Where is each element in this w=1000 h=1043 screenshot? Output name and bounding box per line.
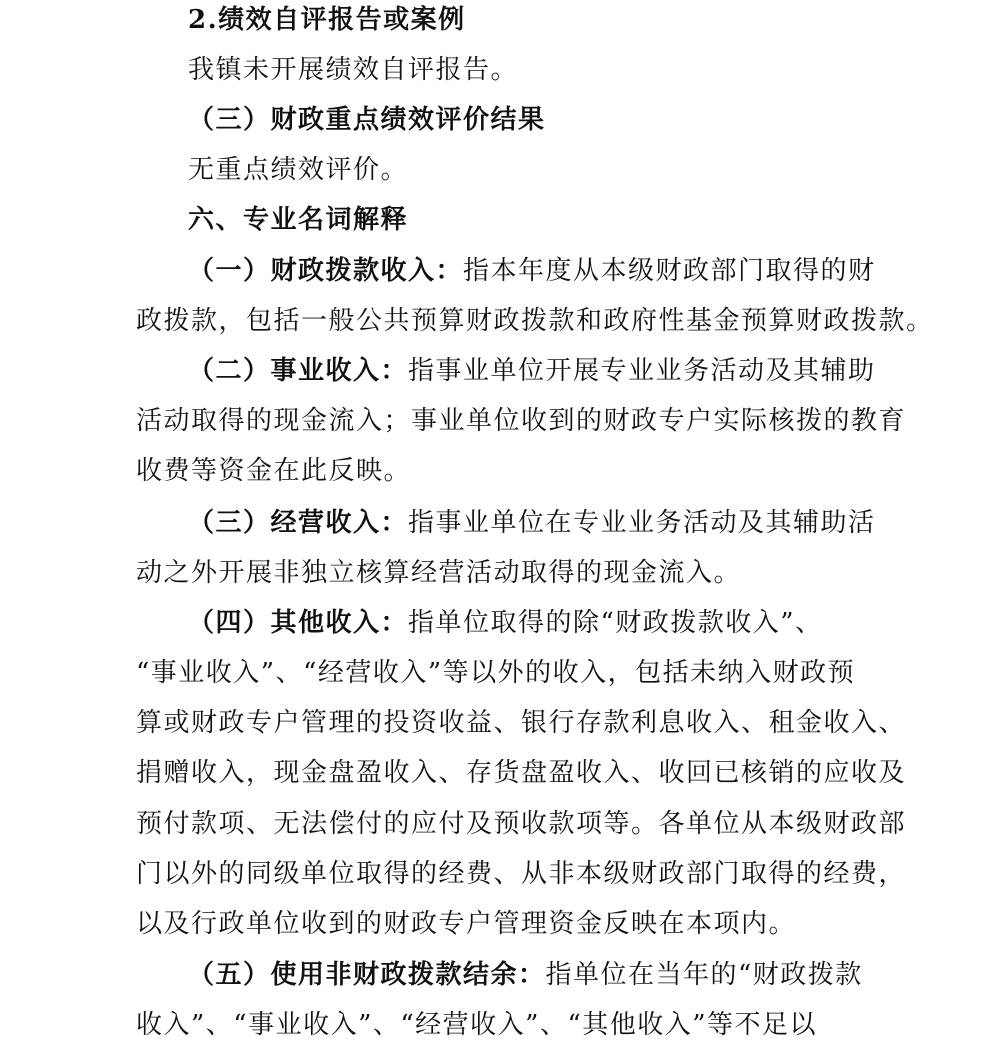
definition-line (188, 957, 863, 993)
paragraph-line: 预付款项、无法偿付的应付及预收款项等。各单位从本级财政部 (136, 809, 907, 839)
paragraph-line: 门以外的同级单位取得的经费、从非本级财政部门取得的经费， (136, 859, 907, 889)
term-text: 指事业单位在专业业务活动及其辅助活 (408, 508, 876, 538)
term-label: （三）经营收入： (188, 508, 409, 538)
paragraph-line: 活动取得的现金流入；事业单位收到的财政专户实际核拨的教育 (136, 406, 907, 436)
term-label: （一）财政拨款收入： (188, 256, 464, 286)
term-text: 指本年度从本级财政部门取得的财 (463, 256, 876, 286)
paragraph-line: 捐赠收入，现金盘盈收入、存货盘盈收入、收回已核销的应收及 (136, 758, 907, 788)
term-label: （五）使用非财政拨款结余： (188, 960, 546, 990)
paragraph-line: 算或财政专户管理的投资收益、银行存款利息收入、租金收入、 (136, 708, 907, 738)
section-heading: （三）财政重点绩效评价结果 (188, 105, 546, 135)
term-text: 指单位取得的除“财政拨款收入”、 (408, 608, 823, 638)
term-label: （四）其他收入： (188, 608, 409, 638)
paragraph-line: 无重点绩效评价。 (188, 155, 409, 185)
definition-line (188, 253, 876, 289)
definition-line (188, 605, 823, 641)
paragraph-line: 收费等资金在此反映。 (136, 456, 412, 486)
paragraph-line: 政拨款，包括一般公共预算财政拨款和政府性基金预算财政拨款。 (136, 306, 934, 336)
chapter-heading: 六、专业名词解释 (188, 205, 409, 235)
paragraph-line: 动之外开展非独立核算经营活动取得的现金流入。 (136, 558, 742, 588)
paragraph-line: 以及行政单位收到的财政专户管理资金反映在本项内。 (136, 909, 797, 939)
section-heading: 2.绩效自评报告或案例 (188, 5, 466, 35)
definition-line (188, 353, 876, 389)
paragraph-line: 收入”、“事业收入”、“经营收入”、“其他收入”等不足以 (136, 1010, 818, 1040)
paragraph-line: 我镇未开展绩效自评报告。 (188, 55, 519, 85)
term-text: 指单位在当年的“财政拨款 (545, 960, 863, 990)
term-label: （二）事业收入： (188, 356, 409, 386)
definition-line (188, 505, 876, 541)
paragraph-line: “事业收入”、“经营收入”等以外的收入，包括未纳入财政预 (136, 658, 856, 688)
term-text: 指事业单位开展专业业务活动及其辅助 (408, 356, 876, 386)
